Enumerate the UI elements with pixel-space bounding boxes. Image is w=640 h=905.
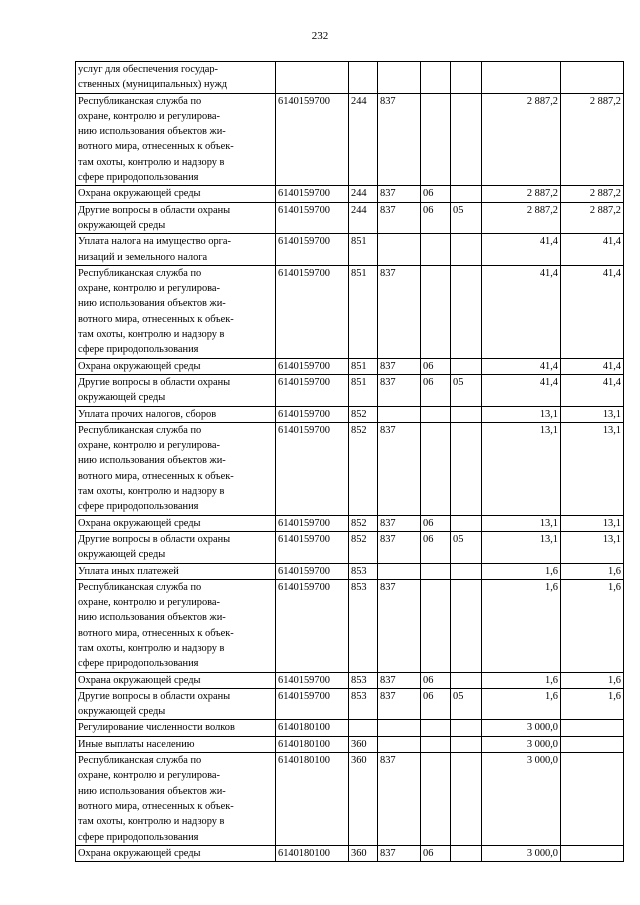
- admin-code: 837: [378, 515, 421, 531]
- budget-table-body: [76, 62, 624, 862]
- section-code: [421, 234, 451, 266]
- amount-column-2: 2 887,2: [561, 186, 624, 202]
- table-row: [76, 736, 624, 752]
- admin-code: 837: [378, 531, 421, 563]
- amount-column-1: 1,6: [482, 579, 561, 672]
- target-article-code: 6140159700: [276, 93, 349, 186]
- line-item-name: Другие вопросы в области охраны окружающей среды: [76, 202, 276, 234]
- amount-column-1: 3 000,0: [482, 736, 561, 752]
- amount-column-1: 2 887,2: [482, 202, 561, 234]
- subsection-code: [451, 358, 482, 374]
- expense-type-code: 244: [349, 93, 378, 186]
- expense-type-code: 852: [349, 422, 378, 515]
- amount-column-2: 1,6: [561, 579, 624, 672]
- amount-column-1: 41,4: [482, 374, 561, 406]
- section-code: [421, 62, 451, 94]
- target-article-code: 6140180100: [276, 720, 349, 736]
- table-row: [76, 62, 624, 94]
- target-article-code: 6140159700: [276, 406, 349, 422]
- line-item-name: Уплата прочих налогов, сборов: [76, 406, 276, 422]
- amount-column-2: 1,6: [561, 688, 624, 720]
- line-item-name: Регулирование численности волков: [76, 720, 276, 736]
- line-item-name: Другие вопросы в области охраны окружающей среды: [76, 688, 276, 720]
- expense-type-code: 852: [349, 531, 378, 563]
- line-item-name: Другие вопросы в области охраны окружающей среды: [76, 531, 276, 563]
- expense-type-code: [349, 720, 378, 736]
- admin-code: 837: [378, 358, 421, 374]
- table-row: [76, 579, 624, 672]
- amount-column-2: [561, 736, 624, 752]
- table-row: [76, 688, 624, 720]
- subsection-code: [451, 234, 482, 266]
- admin-code: 837: [378, 93, 421, 186]
- subsection-code: [451, 753, 482, 846]
- table-row: [76, 234, 624, 266]
- line-item-name: Республиканская служба по охране, контролю и регулирова- нию использования объектов жи- вотного мира, отнесенных к объек- там охоты, контролю и надзору в сфере природопользования: [76, 579, 276, 672]
- amount-column-1: 2 887,2: [482, 93, 561, 186]
- budget-table: [75, 61, 624, 862]
- section-code: [421, 422, 451, 515]
- section-code: 06: [421, 374, 451, 406]
- amount-column-2: 13,1: [561, 406, 624, 422]
- subsection-code: [451, 579, 482, 672]
- section-code: 06: [421, 202, 451, 234]
- subsection-code: [451, 265, 482, 358]
- expense-type-code: 360: [349, 845, 378, 861]
- table-row: [76, 265, 624, 358]
- line-item-name: Республиканская служба по охране, контролю и регулирова- нию использования объектов жи- вотного мира, отнесенных к объек- там охоты, контролю и надзору в сфере природопользования: [76, 93, 276, 186]
- target-article-code: 6140159700: [276, 531, 349, 563]
- subsection-code: [451, 186, 482, 202]
- table-row: [76, 672, 624, 688]
- amount-column-1: 1,6: [482, 563, 561, 579]
- admin-code: 837: [378, 579, 421, 672]
- amount-column-2: 41,4: [561, 358, 624, 374]
- amount-column-2: [561, 845, 624, 861]
- subsection-code: [451, 62, 482, 94]
- target-article-code: 6140159700: [276, 688, 349, 720]
- expense-type-code: [349, 62, 378, 94]
- amount-column-1: 3 000,0: [482, 845, 561, 861]
- subsection-code: [451, 720, 482, 736]
- amount-column-1: 13,1: [482, 422, 561, 515]
- expense-type-code: 360: [349, 736, 378, 752]
- table-row: [76, 422, 624, 515]
- section-code: [421, 563, 451, 579]
- section-code: [421, 406, 451, 422]
- section-code: 06: [421, 688, 451, 720]
- section-code: 06: [421, 845, 451, 861]
- amount-column-2: 41,4: [561, 234, 624, 266]
- amount-column-2: 13,1: [561, 422, 624, 515]
- table-row: [76, 374, 624, 406]
- amount-column-1: 41,4: [482, 358, 561, 374]
- amount-column-2: [561, 62, 624, 94]
- target-article-code: 6140159700: [276, 422, 349, 515]
- amount-column-2: 1,6: [561, 563, 624, 579]
- table-row: [76, 515, 624, 531]
- expense-type-code: 853: [349, 563, 378, 579]
- table-row: [76, 93, 624, 186]
- line-item-name: Охрана окружающей среды: [76, 186, 276, 202]
- subsection-code: [451, 672, 482, 688]
- subsection-code: [451, 845, 482, 861]
- expense-type-code: 853: [349, 672, 378, 688]
- amount-column-2: 2 887,2: [561, 202, 624, 234]
- line-item-name: Уплата налога на имущество орга- низаций и земельного налога: [76, 234, 276, 266]
- subsection-code: 05: [451, 202, 482, 234]
- admin-code: [378, 720, 421, 736]
- target-article-code: 6140159700: [276, 186, 349, 202]
- expense-type-code: 360: [349, 753, 378, 846]
- admin-code: 837: [378, 753, 421, 846]
- section-code: 06: [421, 186, 451, 202]
- expense-type-code: 853: [349, 579, 378, 672]
- subsection-code: 05: [451, 531, 482, 563]
- admin-code: 837: [378, 422, 421, 515]
- table-row: [76, 186, 624, 202]
- admin-code: 837: [378, 845, 421, 861]
- subsection-code: [451, 736, 482, 752]
- amount-column-2: 13,1: [561, 515, 624, 531]
- expense-type-code: 851: [349, 358, 378, 374]
- target-article-code: 6140159700: [276, 358, 349, 374]
- section-code: [421, 579, 451, 672]
- table-row: [76, 845, 624, 861]
- target-article-code: [276, 62, 349, 94]
- subsection-code: 05: [451, 688, 482, 720]
- admin-code: 837: [378, 374, 421, 406]
- line-item-name: Уплата иных платежей: [76, 563, 276, 579]
- subsection-code: [451, 93, 482, 186]
- amount-column-1: 13,1: [482, 531, 561, 563]
- admin-code: [378, 736, 421, 752]
- expense-type-code: 852: [349, 515, 378, 531]
- target-article-code: 6140159700: [276, 234, 349, 266]
- target-article-code: 6140159700: [276, 563, 349, 579]
- line-item-name: Другие вопросы в области охраны окружающей среды: [76, 374, 276, 406]
- amount-column-1: 1,6: [482, 688, 561, 720]
- line-item-name: услуг для обеспечения государ- ственных (муниципальных) нужд: [76, 62, 276, 94]
- amount-column-2: [561, 753, 624, 846]
- line-item-name: Охрана окружающей среды: [76, 515, 276, 531]
- admin-code: 837: [378, 265, 421, 358]
- amount-column-1: 13,1: [482, 515, 561, 531]
- admin-code: 837: [378, 186, 421, 202]
- amount-column-2: 13,1: [561, 531, 624, 563]
- admin-code: [378, 563, 421, 579]
- expense-type-code: 244: [349, 202, 378, 234]
- section-code: 06: [421, 672, 451, 688]
- target-article-code: 6140180100: [276, 736, 349, 752]
- section-code: 06: [421, 358, 451, 374]
- amount-column-1: [482, 62, 561, 94]
- amount-column-2: 41,4: [561, 374, 624, 406]
- line-item-name: Иные выплаты населению: [76, 736, 276, 752]
- target-article-code: 6140159700: [276, 202, 349, 234]
- target-article-code: 6140159700: [276, 579, 349, 672]
- subsection-code: 05: [451, 374, 482, 406]
- amount-column-1: 2 887,2: [482, 186, 561, 202]
- line-item-name: Республиканская служба по охране, контролю и регулирова- нию использования объектов жи- вотного мира, отнесенных к объек- там охоты, контролю и надзору в сфере природопользования: [76, 265, 276, 358]
- admin-code: [378, 62, 421, 94]
- target-article-code: 6140159700: [276, 672, 349, 688]
- amount-column-1: 3 000,0: [482, 720, 561, 736]
- table-row: [76, 531, 624, 563]
- expense-type-code: 851: [349, 234, 378, 266]
- admin-code: [378, 234, 421, 266]
- amount-column-1: 3 000,0: [482, 753, 561, 846]
- line-item-name: Охрана окружающей среды: [76, 845, 276, 861]
- section-code: [421, 736, 451, 752]
- table-row: [76, 358, 624, 374]
- line-item-name: Республиканская служба по охране, контролю и регулирова- нию использования объектов жи- вотного мира, отнесенных к объек- там охоты, контролю и надзору в сфере природопользования: [76, 422, 276, 515]
- target-article-code: 6140159700: [276, 374, 349, 406]
- subsection-code: [451, 406, 482, 422]
- section-code: [421, 265, 451, 358]
- amount-column-1: 41,4: [482, 234, 561, 266]
- subsection-code: [451, 563, 482, 579]
- amount-column-1: 41,4: [482, 265, 561, 358]
- line-item-name: Охрана окружающей среды: [76, 358, 276, 374]
- amount-column-2: 41,4: [561, 265, 624, 358]
- table-row: [76, 563, 624, 579]
- admin-code: 837: [378, 688, 421, 720]
- section-code: 06: [421, 531, 451, 563]
- section-code: [421, 720, 451, 736]
- expense-type-code: 244: [349, 186, 378, 202]
- page-number: 232: [311, 30, 329, 42]
- table-row: [76, 202, 624, 234]
- admin-code: [378, 406, 421, 422]
- admin-code: 837: [378, 202, 421, 234]
- expense-type-code: 853: [349, 688, 378, 720]
- expense-type-code: 851: [349, 374, 378, 406]
- table-row: [76, 753, 624, 846]
- expense-type-code: 852: [349, 406, 378, 422]
- table-row: [76, 720, 624, 736]
- target-article-code: 6140180100: [276, 753, 349, 846]
- admin-code: 837: [378, 672, 421, 688]
- line-item-name: Республиканская служба по охране, контролю и регулирова- нию использования объектов жи- вотного мира, отнесенных к объек- там охоты, контролю и надзору в сфере природопользования: [76, 753, 276, 846]
- target-article-code: 6140180100: [276, 845, 349, 861]
- amount-column-2: 2 887,2: [561, 93, 624, 186]
- target-article-code: 6140159700: [276, 515, 349, 531]
- table-row: [76, 406, 624, 422]
- subsection-code: [451, 515, 482, 531]
- expense-type-code: 851: [349, 265, 378, 358]
- target-article-code: 6140159700: [276, 265, 349, 358]
- section-code: [421, 93, 451, 186]
- amount-column-2: [561, 720, 624, 736]
- amount-column-1: 1,6: [482, 672, 561, 688]
- subsection-code: [451, 422, 482, 515]
- line-item-name: Охрана окружающей среды: [76, 672, 276, 688]
- section-code: 06: [421, 515, 451, 531]
- amount-column-1: 13,1: [482, 406, 561, 422]
- section-code: [421, 753, 451, 846]
- amount-column-2: 1,6: [561, 672, 624, 688]
